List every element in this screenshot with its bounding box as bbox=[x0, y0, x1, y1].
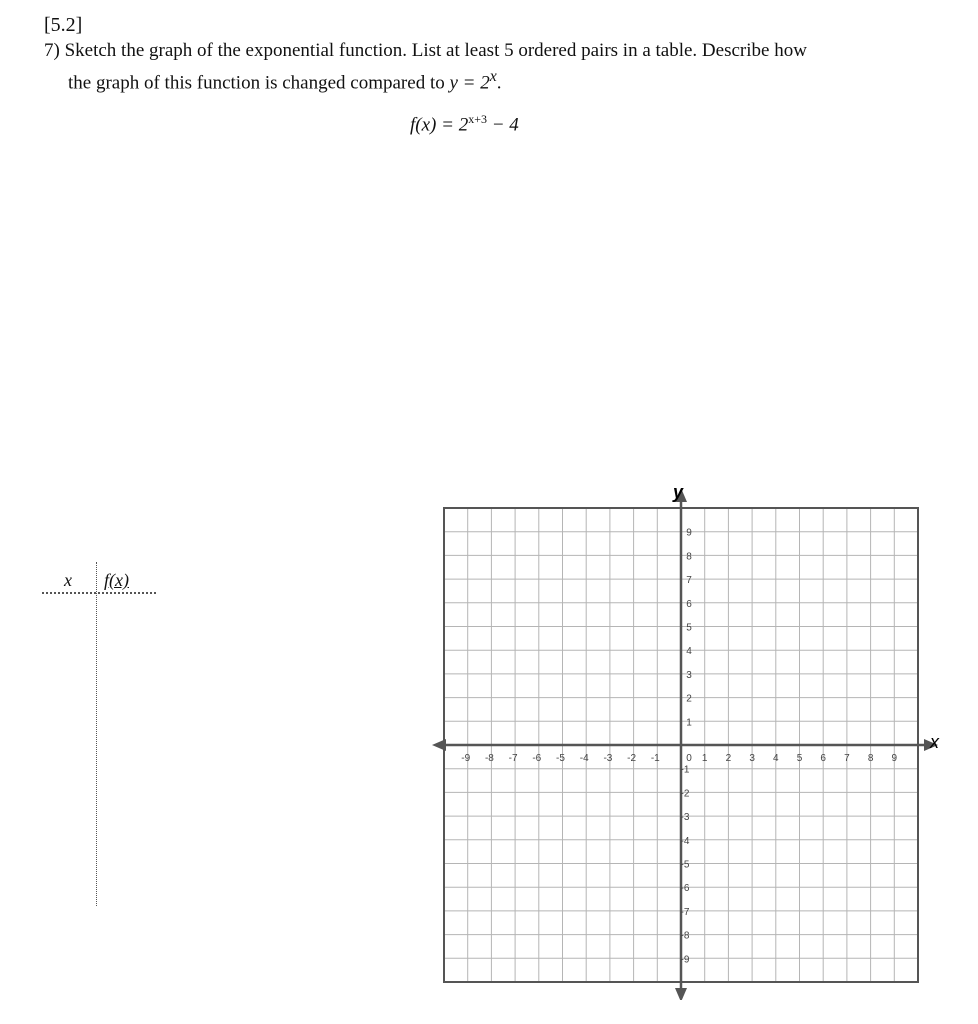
x-tick-label: -3 bbox=[603, 753, 613, 764]
problem-line-2 bbox=[44, 64, 944, 96]
x-tick-label: -9 bbox=[461, 753, 471, 764]
y-tick-label: -6 bbox=[680, 883, 690, 895]
table-header-x: x bbox=[64, 570, 72, 590]
y-tick-label: -4 bbox=[680, 835, 690, 847]
formula-lhs: f(x) = 2 bbox=[410, 114, 469, 136]
y-axis-arrow-down bbox=[675, 988, 687, 1000]
formula-exponent: x+3 bbox=[468, 112, 487, 126]
table-vertical-line bbox=[96, 562, 97, 906]
x-tick-label: 8 bbox=[867, 753, 874, 764]
y-tick-label: -2 bbox=[680, 788, 690, 800]
formula-rhs: − 4 bbox=[486, 114, 519, 136]
tick-labels bbox=[461, 528, 897, 966]
grid-svg[interactable] bbox=[430, 480, 942, 1000]
table-header-fx: f(x) bbox=[104, 570, 129, 590]
table-horizontal-line bbox=[42, 592, 156, 594]
problem-line-2-text: the graph of this function is changed compared to bbox=[68, 72, 450, 94]
x-tick-label: -1 bbox=[650, 753, 660, 764]
x-tick-label: 6 bbox=[820, 753, 826, 764]
function-formula bbox=[410, 112, 519, 136]
x-tick-label: 3 bbox=[749, 753, 755, 764]
problem-statement bbox=[44, 38, 944, 96]
origin-label: 0 bbox=[686, 753, 692, 764]
x-tick-label: -6 bbox=[532, 753, 542, 764]
parent-function: y = 2 bbox=[449, 72, 490, 94]
section-label: [5.2] bbox=[44, 14, 83, 36]
y-tick-label: -9 bbox=[680, 954, 690, 966]
y-tick-label: 3 bbox=[686, 669, 692, 681]
x-tick-label: -2 bbox=[627, 753, 637, 764]
coordinate-grid[interactable] bbox=[430, 480, 942, 1000]
x-tick-label: -7 bbox=[508, 753, 518, 764]
x-tick-label: 5 bbox=[796, 753, 803, 764]
y-tick-label: 5 bbox=[686, 622, 692, 634]
y-tick-label: 7 bbox=[686, 575, 692, 587]
x-tick-label: 2 bbox=[725, 753, 732, 764]
x-tick-label: -4 bbox=[579, 753, 589, 764]
y-tick-label: 1 bbox=[686, 717, 692, 729]
y-tick-label: -3 bbox=[680, 812, 690, 824]
y-tick-label: -1 bbox=[680, 764, 690, 776]
x-tick-label: 1 bbox=[701, 753, 708, 764]
y-tick-label: 6 bbox=[686, 598, 692, 610]
y-tick-label: 2 bbox=[686, 693, 692, 705]
y-tick-label: -5 bbox=[680, 859, 690, 871]
y-tick-label: 8 bbox=[686, 551, 692, 563]
y-tick-label: -8 bbox=[680, 930, 690, 942]
x-axis-arrow-left bbox=[432, 739, 446, 751]
x-tick-label: 4 bbox=[773, 753, 779, 764]
x-tick-label: 7 bbox=[844, 753, 850, 764]
y-tick-label: -7 bbox=[680, 906, 690, 918]
y-axis-label: y bbox=[673, 482, 684, 502]
problem-line-1: 7) Sketch the graph of the exponential function. List at least 5 ordered pairs in a table. Describe how bbox=[44, 40, 807, 61]
y-tick-label: 9 bbox=[686, 527, 692, 539]
x-tick-label: 9 bbox=[891, 753, 898, 764]
parent-function-exponent: x bbox=[489, 68, 497, 85]
x-tick-label: -5 bbox=[556, 753, 565, 764]
x-tick-label: -8 bbox=[484, 753, 494, 764]
y-tick-label: 4 bbox=[686, 646, 692, 658]
x-axis-label: x bbox=[930, 732, 939, 752]
problem-line-2-end: . bbox=[496, 72, 502, 94]
axes bbox=[432, 488, 938, 1000]
